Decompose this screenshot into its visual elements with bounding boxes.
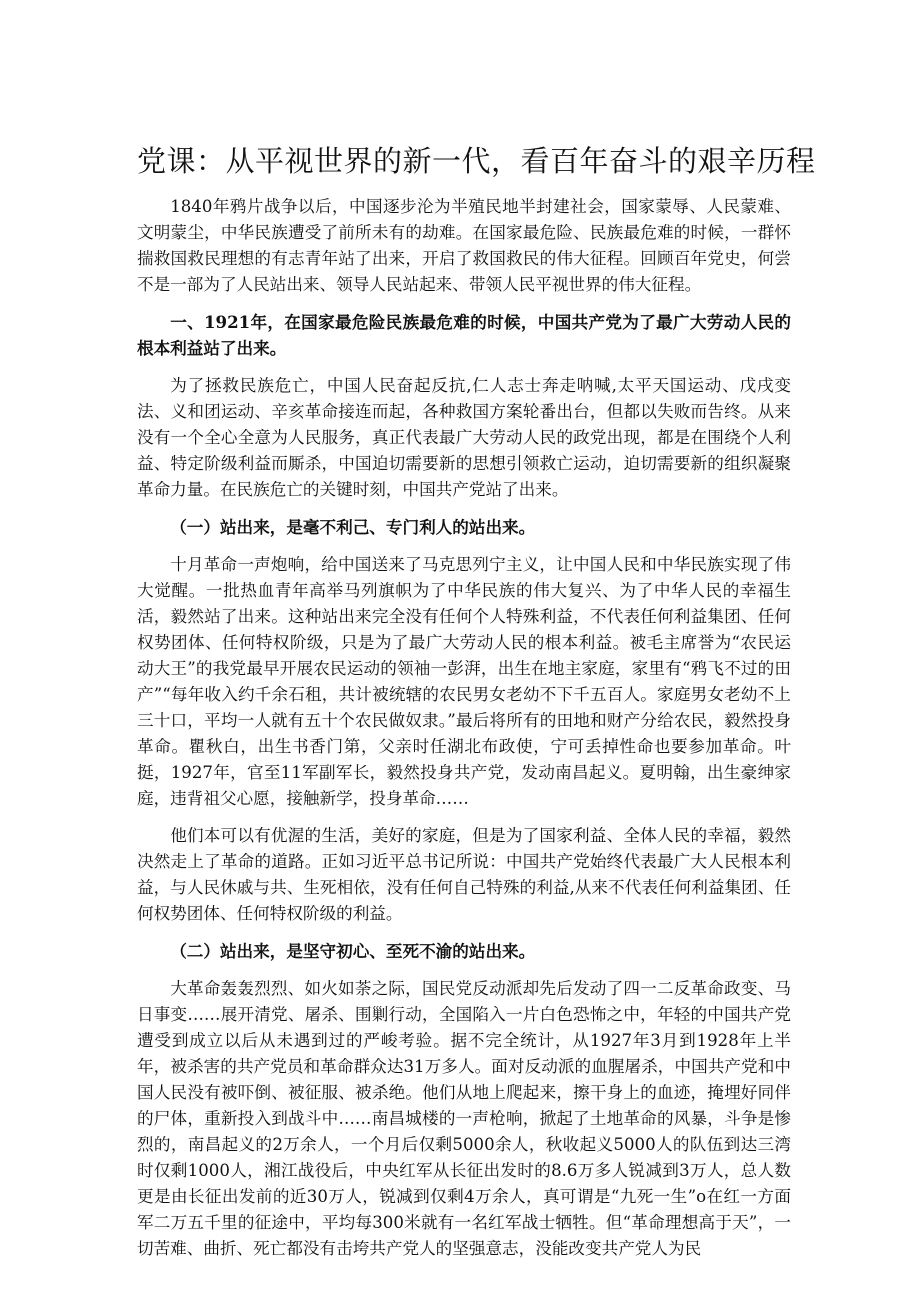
- subsection-1-paragraph-1: 十月革命一声炮响，给中国送来了马克思列宁主义，让中国人民和中华民族实现了伟大觉醒。一批热血青年高举马列旗帜为了中华民族的伟大复兴、为了中华人民的幸福生活，毅然站了出来。这种站出来完全没有任何个人特殊利益，不代表任何利益集团、任何权势团体、任何特权阶级，只是为了最广大劳动人民的根本利益。被毛主席誉为“农民运动大王”的我党最早开展农民运动的领袖一彭湃，出生在地主家庭，家里有“鸦飞不过的田产”“每年收入约千余石租，共计被统辖的农民男女老幼不下千五百人。家庭男女老幼不上三十口，平均一人就有五十个农民做奴隶。”最后将所有的田地和财产分给农民，毅然投身革命。瞿秋白，出生书香门第，父亲时任湖北布政使，宁可丢掉性命也要参加革命。叶挺，1927年，官至11军副军长，毅然投身共产党，发动南昌起义。夏明翰，出生豪绅家庭，违背祖父心愿，接触新学，投身革命……: [137, 555, 791, 808]
- section-1-paragraph: 为了拯救民族危亡，中国人民奋起反抗,仁人志士奔走呐喊,太平天国运动、戊戌变法、义和团运动、辛亥革命接连而起，各种救国方案轮番出台，但都以失败而告终。从来没有一个全心全意为人民服务，真正代表最广大劳动人民的政党出现，都是在围绕个人利益、特定阶级利益而厮杀，中国迫切需要新的思想引领救亡运动，迫切需要新的组织凝聚革命力量。在民族危亡的关键时刻，中国共产党站了出来。: [137, 376, 791, 499]
- intro-paragraph: 1840年鸦片战争以后，中国逐步沦为半殖民地半封建社会，国家蒙辱、人民蒙难、文明蒙尘，中华民族遭受了前所未有的劫难。在国家最危险、民族最危难的时候，一群怀揣救国救民理想的有志青年站了出来，开启了救国救民的伟大征程。回顾百年党史，何尝不是一部为了人民站出来、领导人民站起来、带领人民平视世界的伟大征程。: [137, 197, 791, 294]
- subsection-1-paragraph-2: 他们本可以有优渥的生活，美好的家庭，但是为了国家利益、全体人民的幸福，毅然决然走上了革命的道路。正如习近平总书记所说：中国共产党始终代表最广大人民根本利益，与人民休戚与共、生死相依，没有任何自己特殊的利益,从来不代表任何利益集团、任何权势团体、任何特权阶级的利益。: [137, 826, 791, 923]
- subsection-heading-1: （一）站出来，是毫不利己、专门利人的站出来。: [170, 517, 536, 537]
- subsection-2-paragraph-1: 大革命轰轰烈烈、如火如荼之际，国民党反动派却先后发动了四一二反革命政变、马日事变……展开清党、屠杀、围剿行动，全国陷入一片白色恐怖之中，年轻的中国共产党遭受到成立以后从未遇到过的严峻考验。据不完全统计，从1927年3月到1928年上半年，被杀害的共产党员和革命群众达31万多人。面对反动派的血腥屠杀，中国共产党和中国人民没有被吓倒、被征服、被杀绝。他们从地上爬起来，擦干身上的血迹，掩埋好同伴的尸体，重新投入到战斗中……南昌城楼的一声枪响，掀起了土地革命的风暴，斗争是惨烈的，南昌起义的2万余人，一个月后仅剩5000余人，秋收起义5000人的队伍到达三湾时仅剩1000人，湘江战役后，中央红军从长征出发时的8.6万多人锐减到3万人，总人数更是由长征出发前的近30万人，锐减到仅剩4万余人，真可谓是“九死一生”o在红一方面军二万五千里的征途中，平均每300米就有一名红军战士牺牲。但“革命理想高于天”，一切苦难、曲折、死亡都没有击垮共产党人的坚强意志，没能改变共产党人为民: [137, 979, 791, 1258]
- section-heading-1: 一、1921年，在国家最危险民族最危难的时候，中国共产党为了最广大劳动人民的根本利益站了出来。: [137, 312, 791, 358]
- subsection-heading-2: （二）站出来，是坚守初心、至死不渝的站出来。: [170, 941, 536, 961]
- document-page: [137, 140, 816, 1273]
- document-title: 党课：从平视世界的新一代，看百年奋斗的艰辛历程: [137, 144, 816, 178]
